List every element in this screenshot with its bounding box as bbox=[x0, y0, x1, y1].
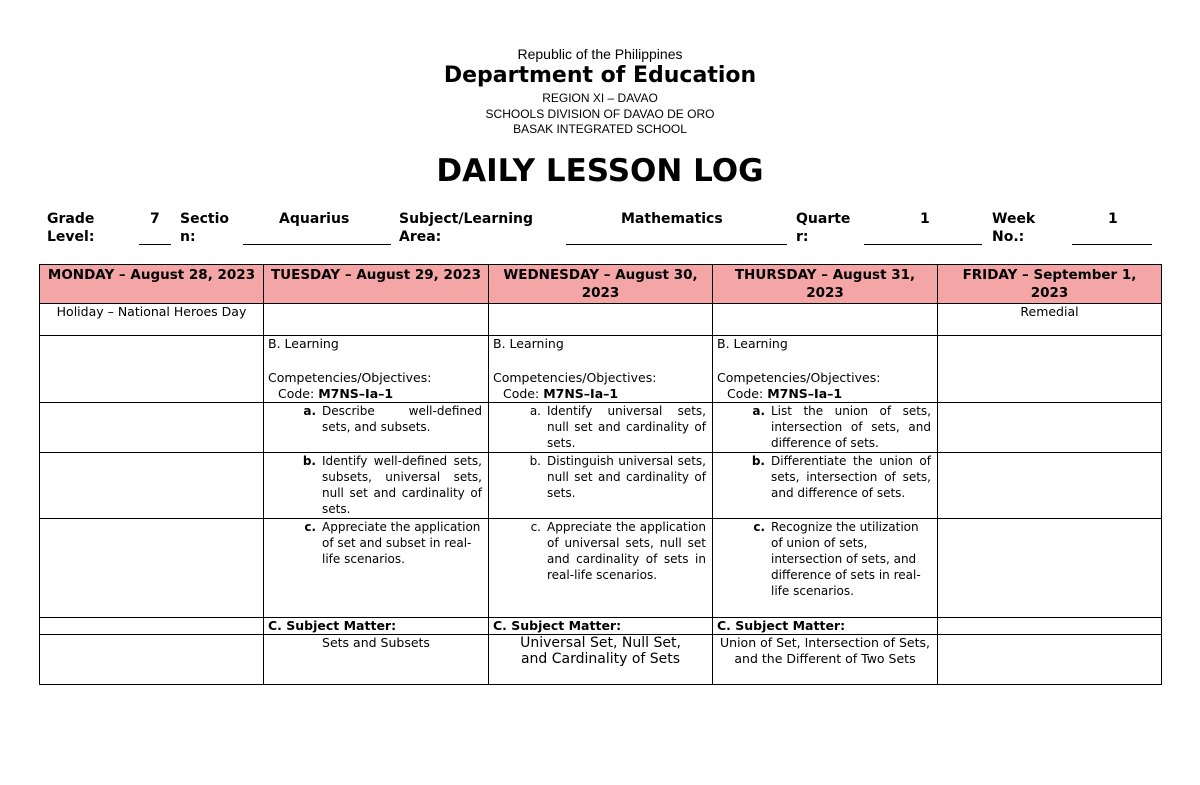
subject-matter-heading: C. Subject Matter: bbox=[264, 618, 489, 635]
competencies-label: Competencies/Objectives: bbox=[717, 370, 881, 385]
monday-holiday: Holiday – National Heroes Day bbox=[40, 304, 264, 336]
lesson-log-table bbox=[39, 264, 1162, 685]
thursday-objective-c: c. Recognize the utilization of union of sets, intersection of sets, and difference of sets in real-life scenarios. bbox=[713, 519, 938, 618]
subject-matter-row bbox=[40, 635, 1162, 685]
region-line: REGION XI – DAVAO bbox=[542, 91, 658, 105]
grade-level-underline bbox=[139, 244, 171, 245]
competencies-label: Competencies/Objectives: bbox=[268, 370, 432, 385]
wednesday-learning-cell bbox=[489, 336, 713, 403]
week-underline bbox=[1072, 244, 1152, 245]
learning-heading: B. Learning bbox=[717, 336, 788, 351]
week-value: 1 bbox=[1108, 211, 1118, 227]
objective-c-row bbox=[40, 519, 1162, 618]
monday-objective-cell bbox=[40, 519, 264, 618]
thursday-learning-cell bbox=[713, 336, 938, 403]
friday-subject-cell bbox=[938, 635, 1162, 685]
learning-competencies-row bbox=[40, 336, 1162, 403]
tuesday-learning-cell bbox=[264, 336, 489, 403]
day-header-row bbox=[40, 265, 1162, 304]
thursday-objective-b: b. Differentiate the union of sets, intersection of sets, and difference of sets. bbox=[713, 453, 938, 519]
competencies-label: Competencies/Objectives: bbox=[493, 370, 657, 385]
monday-subject-cell bbox=[40, 635, 264, 685]
code-line: Code: M7NS–Ia–1 bbox=[727, 386, 843, 401]
quarter-label: Quarte r: bbox=[796, 211, 851, 245]
subject-area-value: Mathematics bbox=[621, 211, 723, 227]
thursday-special-cell bbox=[713, 304, 938, 336]
monday-objective-cell bbox=[40, 453, 264, 519]
division-line: SCHOOLS DIVISION OF DAVAO DE ORO bbox=[485, 107, 715, 121]
friday-objective-cell bbox=[938, 519, 1162, 618]
subject-matter-heading: C. Subject Matter: bbox=[489, 618, 713, 635]
code-line: Code: M7NS–Ia–1 bbox=[278, 386, 394, 401]
page-title: DAILY LESSON LOG bbox=[436, 153, 764, 189]
school-line: BASAK INTEGRATED SCHOOL bbox=[513, 122, 687, 136]
section-underline bbox=[243, 244, 391, 245]
week-label: Week No.: bbox=[992, 211, 1036, 245]
day-header-wednesday: WEDNESDAY – August 30, 2023 bbox=[489, 265, 713, 304]
learning-heading: B. Learning bbox=[268, 336, 339, 351]
subject-area-label: Subject/Learning Area: bbox=[399, 211, 533, 245]
section-value: Aquarius bbox=[279, 211, 350, 227]
monday-subject-heading-cell bbox=[40, 618, 264, 635]
tuesday-subject-matter: Sets and Subsets bbox=[264, 635, 489, 685]
thursday-objective-a: a. List the union of sets, intersection of sets, and difference of sets. bbox=[713, 403, 938, 453]
day-header-thursday: THURSDAY – August 31, 2023 bbox=[713, 265, 938, 304]
learning-heading: B. Learning bbox=[493, 336, 564, 351]
objective-b-row bbox=[40, 453, 1162, 519]
wednesday-subject-matter: Universal Set, Null Set, and Cardinality of Sets bbox=[489, 635, 713, 685]
monday-learning-cell bbox=[40, 336, 264, 403]
special-row bbox=[40, 304, 1162, 336]
friday-subject-heading-cell bbox=[938, 618, 1162, 635]
friday-learning-cell bbox=[938, 336, 1162, 403]
day-header-friday: FRIDAY – September 1, 2023 bbox=[938, 265, 1162, 304]
code-line: Code: M7NS–Ia–1 bbox=[503, 386, 619, 401]
tuesday-objective-c: c. Appreciate the application of set and subset in real-life scenarios. bbox=[264, 519, 489, 618]
monday-objective-cell bbox=[40, 403, 264, 453]
department-title: Department of Education bbox=[443, 63, 757, 88]
thursday-subject-matter: Union of Set, Intersection of Sets, and the Different of Two Sets bbox=[713, 635, 938, 685]
wednesday-objective-b: b. Distinguish universal sets, null set and cardinality of sets. bbox=[489, 453, 713, 519]
tuesday-objective-b: b. Identify well-defined sets, subsets, universal sets, null set and cardinality of sets. bbox=[264, 453, 489, 519]
section-label: Sectio n: bbox=[180, 211, 229, 245]
republic-line: Republic of the Philippines bbox=[517, 46, 683, 62]
grade-level-value: 7 bbox=[150, 211, 160, 227]
subject-matter-heading: C. Subject Matter: bbox=[713, 618, 938, 635]
day-header-monday: MONDAY – August 28, 2023 bbox=[40, 265, 264, 304]
quarter-underline bbox=[864, 244, 982, 245]
wednesday-special-cell bbox=[489, 304, 713, 336]
subject-matter-heading-row bbox=[40, 618, 1162, 635]
friday-remedial: Remedial bbox=[938, 304, 1162, 336]
friday-objective-cell bbox=[938, 403, 1162, 453]
wednesday-objective-c: c. Appreciate the application of universal sets, null set and cardinality of sets in real-life scenarios. bbox=[489, 519, 713, 618]
subject-area-underline bbox=[566, 244, 787, 245]
quarter-value: 1 bbox=[920, 211, 930, 227]
friday-objective-cell bbox=[938, 453, 1162, 519]
wednesday-objective-a: a. Identify universal sets, null set and cardinality of sets. bbox=[489, 403, 713, 453]
objective-a-row bbox=[40, 403, 1162, 453]
day-header-tuesday: TUESDAY – August 29, 2023 bbox=[264, 265, 489, 304]
tuesday-objective-a: a. Describe well-defined sets, and subsets. bbox=[264, 403, 489, 453]
grade-level-label: Grade Level: bbox=[47, 211, 95, 245]
tuesday-special-cell bbox=[264, 304, 489, 336]
